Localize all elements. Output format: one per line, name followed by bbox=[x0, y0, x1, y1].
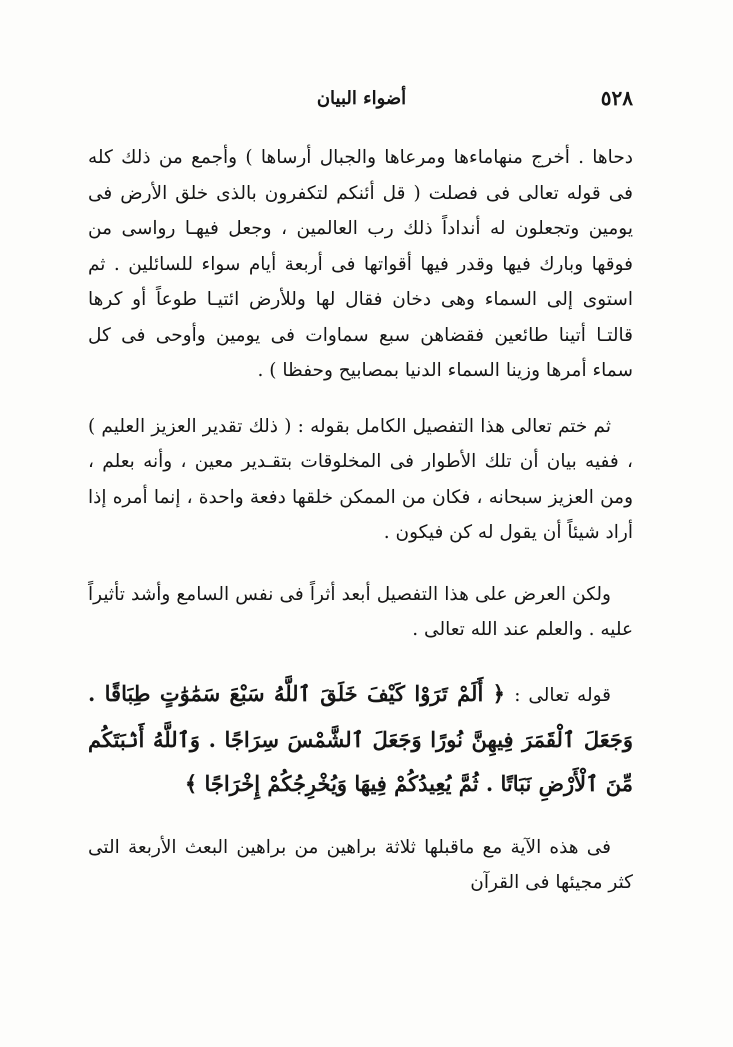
page-number: ٥٢٨ bbox=[600, 86, 633, 110]
verse-lead: قوله تعالى : bbox=[514, 684, 611, 706]
running-title: أضواء البيان bbox=[316, 88, 407, 109]
page-header bbox=[90, 86, 633, 116]
paragraph-quran-verse bbox=[88, 672, 633, 806]
paragraph-decree-of-mighty: ثم ختم تعالى هذا التفصيل الكامل بقوله : ( ذلك تقدير العزيز العليم ) ، ففيه بيان أن تلك الأطوار فى المخلوقات بتقـدير معين ، وأنه بعلم ، ومن العزيز سبحانه ، فكان من الممكن خلقها دفعة واحدة ، إنما أمره إذا أراد شيئاً أن يقول له كن فيكون . bbox=[88, 415, 633, 543]
paragraph-proofs-of-resurrection: فى هذه الآية مع ماقبلها ثلاثة براهين من براهين البعث الأربعة التى كثر مجيئها فى القرآن bbox=[88, 836, 633, 893]
page-body bbox=[88, 140, 633, 901]
quran-verse-text: ﴿ أَلَمْ تَرَوْا كَيْفَ خَلَقَ ٱللَّهُ سَبْعَ سَمَٰوَٰتٍ طِبَاقًا . وَجَعَلَ ٱلْقَمَرَ فِيهِنَّ نُورًا وَجَعَلَ ٱلشَّمْسَ سِرَاجًا . وَٱللَّهُ أَنۢبَتَكُم مِّنَ ٱلْأَرْضِ نَبَاتًا . ثُمَّ يُعِيدُكُمْ فِيهَا وَيُخْرِجُكُمْ إِخْرَاجًا ﴾ bbox=[88, 680, 633, 796]
paragraph-effect-on-listener: ولكن العرض على هذا التفصيل أبعد أثراً فى نفس السامع وأشد تأثيراً عليه . والعلم عند الله تعالى . bbox=[88, 583, 633, 640]
paragraph-creation-details: دحاها . أخرج منهاماءها ومرعاها والجبال أرساها ) وأجمع من ذلك كله فى قوله تعالى فى فصلت ( قل أئنكم لتكفرون بالذى خلق الأرض فى يومين وتجعلون له أنداداً ذلك رب العالمين ، وجعل فيهـا رواسى من فوقها وبارك فيها وقدر فيها أقواتها فى أربعة أيام سواء للسائلين . ثم استوى إلى السماء وهى دخان فقال لها وللأرض ائتيـا طوعاً أو كرها قالتـا أتينا طائعين فقضاهن سبع سماوات فى يومين وأوحى فى كل سماء أمرها وزينا السماء الدنيا بمصابيح وحفظا ) . bbox=[88, 147, 633, 381]
